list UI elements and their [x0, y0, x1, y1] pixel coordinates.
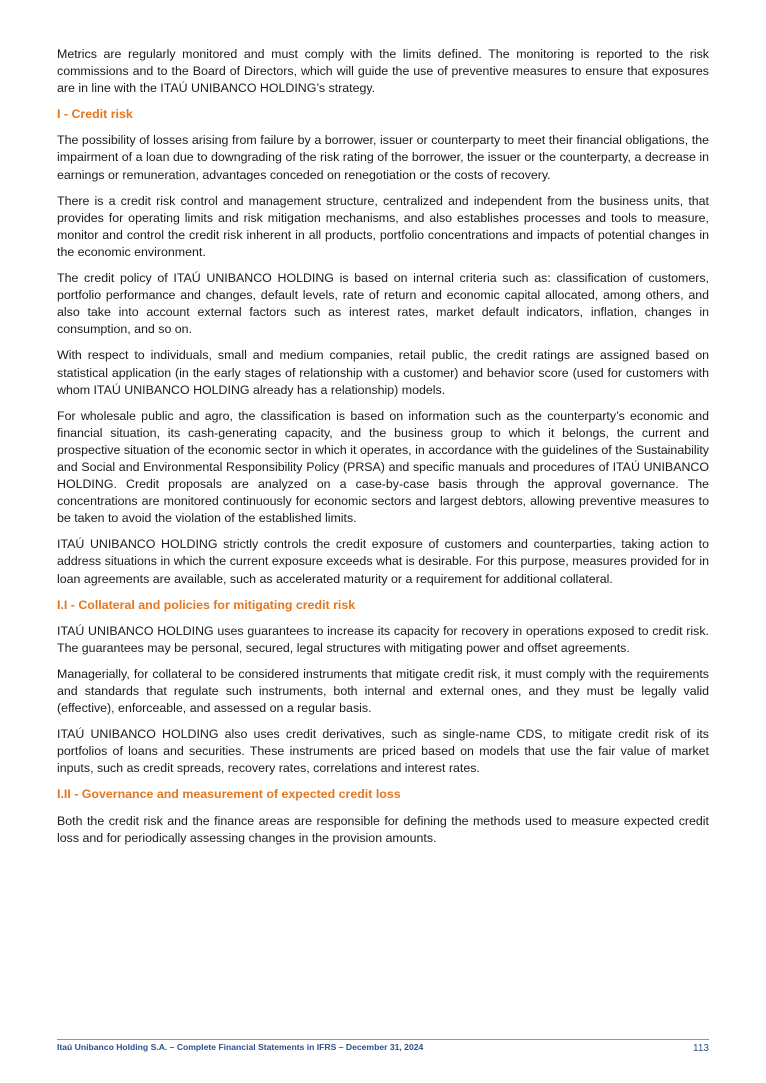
- paragraph-guarantees: ITAÚ UNIBANCO HOLDING uses guarantees to increase its capacity for recovery in operations exposed to credit risk. The guarantees may be personal, secured, legal structures with mitigating power and offset agreements.: [57, 623, 709, 655]
- paragraph-credit-policy: The credit policy of ITAÚ UNIBANCO HOLDING is based on internal criteria such as: classification of customers, portfolio performance and changes, default levels, rate of return and economic capital allocated, among others, and also take into account external factors such as interest rates, market default indicators, inflation, changes in consumption, and so on.: [57, 271, 709, 337]
- footer-page-number: 113: [693, 1043, 709, 1054]
- paragraph-metrics-monitoring: Metrics are regularly monitored and must comply with the limits defined. The monitoring is reported to the risk commissions and to the Board of Directors, which will guide the use of preventive measures to ensure that exposures are in line with the ITAÚ UNIBANCO HOLDING’s strategy.: [57, 47, 709, 96]
- paragraph-control-structure: There is a credit risk control and management structure, centralized and independent from the business units, that provides for operating limits and risk mitigation mechanisms, and also establishes processes and tools to measure, monitor and control the credit risk inherent in all products, portfolio concentrations and impacts of potential changes in the economic environment.: [57, 193, 709, 259]
- section-heading-collateral: I.I - Collateral and policies for mitigating credit risk: [57, 597, 356, 612]
- page-footer: [57, 1039, 709, 1054]
- paragraph-exposure-control: ITAÚ UNIBANCO HOLDING strictly controls the credit exposure of customers and counterparties, taking action to address situations in which the current exposure exceeds what is desirable. For this purpose, measures provided for in loan agreements are available, such as accelerated maturity or a requirement for additional collateral.: [57, 537, 709, 586]
- paragraph-wholesale-classification: For wholesale public and agro, the classification is based on information such as the counterparty’s economic and financial situation, its cash-generating capacity, and the business group to which it belongs, the current and prospective situation of the economic sector in which it operates, in accordance with the guidelines of the Sustainability and Social and Environmental Responsibility Policy (PRSA) and specific manuals and procedures of ITAÚ UNIBANCO HOLDING. Credit proposals are analyzed on a case-by-case basis through the approval governance. The concentrations are monitored continuously for economic sectors and largest debtors, allowing preventive measures to be taken to avoid the violation of the established limits.: [57, 408, 709, 526]
- paragraph-managerial-collateral: Managerially, for collateral to be considered instruments that mitigate credit risk, it must comply with the requirements and standards that regulate such instruments, both internal and external ones, and they must be legally valid (effective), enforceable, and assessed on a regular basis.: [57, 666, 709, 716]
- paragraph-individuals-ratings: With respect to individuals, small and medium companies, retail public, the credit ratings are assigned based on statistical application (in the early stages of relationship with a customer) and behavior score (used for customers with whom ITAÚ UNIBANCO HOLDING already has a relationship) models.: [57, 348, 709, 397]
- section-heading-expected-credit-loss: I.II - Governance and measurement of expected credit loss: [57, 787, 401, 802]
- footer-document-title: Itaú Unibanco Holding S.A. – Complete Financial Statements in IFRS – December 31, 2024: [57, 1042, 424, 1052]
- paragraph-credit-derivatives: ITAÚ UNIBANCO HOLDING also uses credit derivatives, such as single-name CDS, to mitigate credit risk of its portfolios of loans and securities. These instruments are priced based on models that use the fair value of market inputs, such as credit spreads, recovery rates, correlations and interest rates.: [57, 727, 709, 776]
- paragraph-expected-credit-loss: Both the credit risk and the finance areas are responsible for defining the methods used to measure expected credit loss and for periodically assessing changes in the provision amounts.: [57, 813, 709, 845]
- document-body: [57, 46, 709, 856]
- section-heading-credit-risk: I - Credit risk: [57, 107, 133, 122]
- paragraph-credit-risk-definition: The possibility of losses arising from failure by a borrower, issuer or counterparty to meet their financial obligations, the impairment of a loan due to downgrading of the risk rating of the borrower, the issuer or the counterparty, a decrease in earnings or remuneration, advantages conceded on renegotiation or the costs of recovery.: [57, 133, 709, 182]
